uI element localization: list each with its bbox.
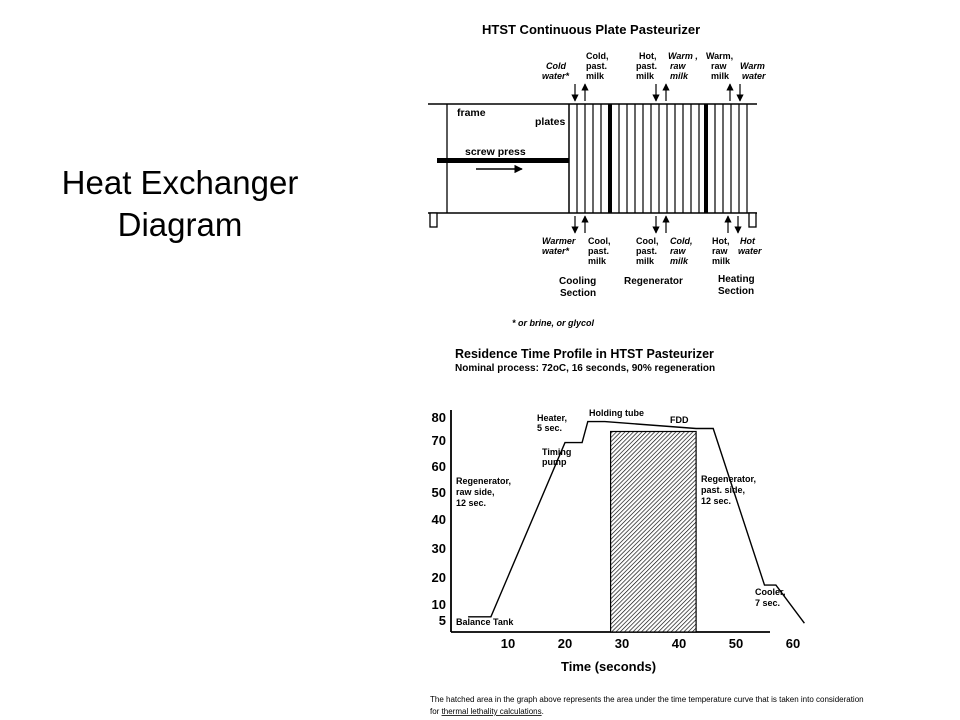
pasteurizer-diagram <box>428 22 766 328</box>
stream-label: Warm water <box>740 61 766 81</box>
x-tick-labels <box>501 636 800 651</box>
y-tick-label: 60 <box>431 459 446 474</box>
screw-press-label: screw press <box>465 146 526 158</box>
annotation-regenerator-past: Regenerator, past. side, 12 sec. <box>701 474 757 506</box>
slide-title-line-1: Heat Exchanger <box>61 164 299 201</box>
frame-label: frame <box>457 107 486 119</box>
y-tick-label: 40 <box>431 512 446 527</box>
top-stream-labels <box>542 51 766 81</box>
bottom-flow-arrows <box>575 216 738 233</box>
annotation-fdd: FDD <box>670 415 689 425</box>
x-tick-label: 30 <box>614 636 630 651</box>
annotation-cooler: Cooler, 7 sec. <box>755 587 786 608</box>
plates-label: plates <box>535 116 566 128</box>
footnote: * or brine, or glycol <box>512 318 595 328</box>
y-tick-label: 5 <box>438 613 446 628</box>
caption-suffix: . <box>541 707 544 716</box>
stream-label: Warmer water* <box>542 236 576 256</box>
stream-label: Hot, raw milk <box>712 236 731 266</box>
section-label-heating: Heating Section <box>718 274 755 297</box>
hatched-lethality-area <box>611 432 697 633</box>
chart-caption-line-1: The hatched area in the graph above represents the area under the time temperature curve that is taken into consideration <box>430 695 864 704</box>
annotation-timing-pump: Timing pump <box>542 447 572 467</box>
y-tick-label: 30 <box>431 541 446 556</box>
caption-prefix: for <box>430 707 442 716</box>
y-tick-label: 20 <box>431 570 446 585</box>
caption-link: thermal lethality calculations <box>441 707 542 716</box>
y-tick-label: 10 <box>431 597 446 612</box>
plate-stack <box>577 104 747 213</box>
section-label-regenerator: Regenerator <box>624 276 683 287</box>
y-tick-label: 50 <box>431 485 446 500</box>
stream-label: Warm , raw milk <box>668 51 698 81</box>
slide-title-line-2: Diagram <box>117 206 243 243</box>
pasteurizer-title: HTST Continuous Plate Pasteurizer <box>482 22 701 37</box>
annotation-heater: Heater, 5 sec. <box>537 413 568 433</box>
stream-label: Warm, raw milk <box>706 51 734 81</box>
chart-caption-line-2 <box>430 707 544 716</box>
stream-label: Cool, past. milk <box>636 236 659 266</box>
annotation-holding-tube: Holding tube <box>589 408 644 418</box>
y-tick-labels <box>432 410 446 628</box>
x-tick-label: 40 <box>671 636 687 651</box>
stream-label: Hot, past. milk <box>636 51 658 81</box>
x-tick-label: 20 <box>557 636 573 651</box>
chart-subtitle: Nominal process: 72oC, 16 seconds, 90% regeneration <box>455 363 716 374</box>
bottom-stream-labels <box>542 236 762 266</box>
x-axis-label: Time (seconds) <box>561 659 657 674</box>
section-labels <box>559 274 755 299</box>
x-tick-label: 60 <box>785 636 801 651</box>
chart-title: Residence Time Profile in HTST Pasteurizer <box>455 347 714 361</box>
y-tick-label: 70 <box>431 433 446 448</box>
stream-label: Cold, raw milk <box>670 236 693 266</box>
x-tick-label: 10 <box>500 636 516 651</box>
stream-label: Hot water <box>738 236 762 256</box>
annotation-balance-tank: Balance Tank <box>456 617 514 627</box>
stream-label: Cold water* <box>542 61 570 81</box>
section-label-cooling: Cooling Section <box>559 276 597 299</box>
stream-label: Cold, past. milk <box>586 51 609 81</box>
screw-press-rod <box>437 158 569 163</box>
x-tick-label: 50 <box>728 636 744 651</box>
top-flow-arrows <box>575 84 740 101</box>
y-tick-label: 80 <box>431 410 446 425</box>
annotation-regenerator-raw: Regenerator, raw side, 12 sec. <box>456 476 512 508</box>
stream-label: Cool, past. milk <box>588 236 611 266</box>
residence-time-chart <box>430 347 864 716</box>
